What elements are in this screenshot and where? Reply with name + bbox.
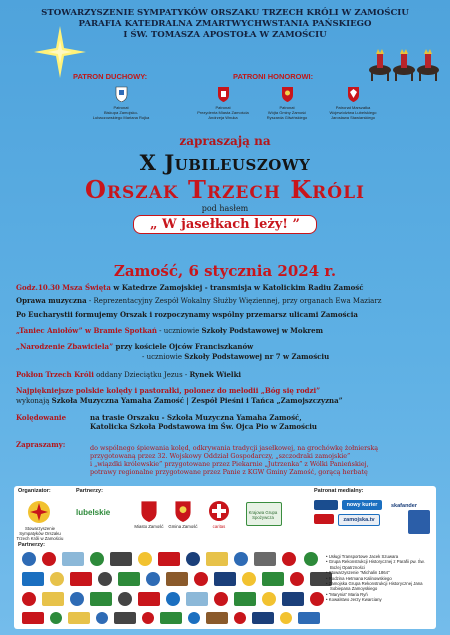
scene-1-text: - uczniowie: [156, 327, 202, 335]
organizer-header: [40, 8, 410, 41]
media-logo-1: [314, 500, 338, 510]
partner-logo-33: [166, 592, 180, 606]
partner-logo-19: [146, 572, 160, 586]
partner-logo-3: [62, 552, 84, 566]
partner-logo-49: [234, 612, 246, 624]
partner-logo-13: [304, 552, 318, 566]
partner-logo-5: [110, 552, 132, 566]
partner-logo-31: [118, 592, 132, 606]
supporter-4: • Rodzina Hetmana Kalinowskiego: [326, 575, 392, 581]
honorary-patron-1-name: Prezydenta Miasta Zamościa Andrzeja Wnuka: [197, 110, 249, 120]
partner-logo-20: [166, 572, 188, 586]
partner-logo-41: [50, 612, 62, 624]
honorary-patron-2-name: Wójta Gminy Zamość Ryszarda Gliwińskiego: [266, 110, 308, 120]
carols-text-1: wykonają: [16, 397, 52, 405]
partner-logo-47: [188, 612, 200, 624]
organizer-logo-icon: [24, 500, 54, 524]
organizer-line-2: PARAFIA KATEDRALNA ZMARTWYCHWSTANIA PAŃSKIEGO: [78, 19, 372, 29]
media-zamojska-tv: zamojska.tv: [338, 514, 380, 526]
supporter-7: • Kowalstwo Jerzy Kwarciany: [326, 597, 382, 603]
scene-1-title: „Taniec Aniołów” w Bramie Spotkań: [16, 326, 157, 335]
partner-logo-32: [138, 592, 160, 606]
media-nowy-kurier: nowy kurier: [342, 500, 382, 510]
partner-logo-40: [22, 612, 44, 624]
partners-2-label: Partnerzy:: [18, 542, 45, 548]
koledowanie-label: Kolędowanie: [16, 413, 67, 422]
march-text: Po Eucharystii formujemy Orszak i rozpoczynamy wspólny przemarsz ulicami Zamościa: [16, 310, 358, 319]
honorary-patron-3-role: Patronat Marszałka: [335, 105, 371, 110]
partner-logo-35: [214, 592, 228, 606]
partner-logo-44: [114, 612, 136, 624]
media-logo-3: [408, 510, 430, 534]
title-line-1: X Jubileuszowy: [139, 150, 311, 175]
partner-caritas: caritas: [212, 524, 226, 529]
partner-logo-36: [234, 592, 256, 606]
spiritual-patron-name: Biskupa Zamojsko-Lubaczowskiego Mariana Rojka: [92, 110, 150, 120]
partners-label: Partnerzy:: [76, 488, 103, 494]
invite-label: Zapraszamy:: [16, 440, 66, 449]
scene-2-text: przy kościele Ojców Franciszkanów: [113, 342, 254, 351]
program-scene-1: [16, 326, 436, 336]
partner-logo-21: [194, 572, 208, 586]
partner-logo-51: [280, 612, 292, 624]
partner-logo-18: [118, 572, 140, 586]
mass-time: Godz.10.30 Msza Święta: [16, 283, 111, 292]
honorary-patron-1-role: Patronat: [215, 105, 231, 110]
homage-text: oddany Dzieciątku Jezus -: [93, 371, 190, 379]
partner-logo-37: [262, 592, 276, 606]
music-label: Oprawa muzyczna: [16, 296, 87, 305]
partner-logo-43: [96, 612, 108, 624]
honorary-patron-2-role: Patronat: [279, 105, 295, 110]
supporter-6: • "Marynia" Maria Ryń: [326, 591, 368, 597]
partner-logo-16: [70, 572, 92, 586]
program-koledowanie: [16, 413, 436, 431]
music-text: - Reprezentacyjny Zespół Wokalny Służby Więziennej, przy organach Ewa Maziarz: [86, 297, 382, 305]
event-date: Zamość, 6 stycznia 2024 r.: [113, 262, 337, 280]
partner-lubelskie: lubelskie: [76, 508, 111, 517]
partner-zamosc-crest-icon: [140, 500, 158, 522]
subtitle: pod hasłem: [201, 204, 249, 213]
partner-logo-23: [242, 572, 256, 586]
invite-line-3: i „wiązdki królewskie” przygotowane przez Piekarnie „Jutrzenka” z Wólki Panieńskiej,: [90, 460, 369, 468]
program-music: [16, 296, 436, 306]
partner-miasto-zamosc: Miasto Zamość: [134, 524, 164, 529]
media-label: Patronat medialny:: [314, 488, 364, 494]
scene-2-title: „Narodzenie Zbawiciela”: [16, 342, 114, 351]
supporter-5: • Zamojska Grupa Rekonstrukcji Historycznej Jana Sobiepana Zamoyskiego: [326, 581, 423, 592]
honorary-patron-3-name: Województwa Lubelskiego Jarosława Stawiarskiego: [329, 110, 377, 120]
carols-title: Najpiękniejsze polskie kolędy i pastorałki, polonez do melodii „Bóg się rodzi”: [16, 386, 321, 395]
scene-2-school: Szkoły Podstawowej nr 7 w Zamościu: [184, 352, 330, 361]
organizer-label: Organizator:: [18, 488, 51, 494]
partner-logo-9: [206, 552, 228, 566]
supporter-1: • Usługi Transportowe Jacek Szuwara: [326, 554, 399, 559]
mass-text: w Katedrze Zamojskiej - transmisja w Katolickim Radiu Zamość: [110, 283, 364, 292]
organizer-name: Stowarzyszenie Sympatyków Orszaku Trzech Króli w Zamościu: [16, 526, 64, 541]
partner-logo-7: [158, 552, 180, 566]
partner-logo-27: [22, 592, 36, 606]
partner-logo-24: [262, 572, 284, 586]
media-logo-2: [314, 514, 334, 524]
partner-logo-42: [68, 612, 90, 624]
partner-logo-6: [138, 552, 152, 566]
partner-logo-50: [252, 612, 274, 624]
partner-logo-52: [298, 612, 320, 624]
program-homage: [16, 370, 436, 380]
zamosc-coat-of-arms-icon: [217, 86, 230, 102]
scene-1-school: Szkoły Podstawowej w Mokrem: [201, 326, 323, 335]
koledowanie-line-1: na trasie Orszaku - Szkoła Muzyczna Yamaha Zamość,: [90, 413, 302, 422]
supporter-3: • Stowarzyszenie "Michalin 1864": [326, 570, 390, 576]
title-line-2: Orszak Trzech Króli: [84, 175, 366, 204]
program-invite: [16, 440, 436, 476]
honorary-patron-1: [195, 86, 251, 120]
partner-logo-46: [160, 612, 182, 624]
partner-logo-34: [186, 592, 208, 606]
partner-logo-45: [142, 612, 154, 624]
koledowanie-line-2: Katolicka Szkoła Podstawowa im Św. Ojca Pio w Zamościu: [90, 422, 317, 431]
title-block: [0, 134, 450, 234]
invite-text: [90, 444, 436, 476]
partner-logo-39: [310, 592, 324, 606]
gmina-zamosc-coat-of-arms-icon: [281, 86, 294, 102]
supporter-2: • Grupa Rekonstrukcji Historycznej z Parafii pw. Św. Bożej Opatrzności: [326, 559, 425, 570]
partner-logo-38: [282, 592, 304, 606]
partner-logo-48: [206, 612, 228, 624]
program-scene-2: [16, 342, 436, 362]
partner-logo-28: [42, 592, 64, 606]
partner-logo-2: [42, 552, 56, 566]
motto-banner: „ W jasełkach leży! ”: [133, 215, 317, 234]
partner-logo-4: [90, 552, 104, 566]
partner-logo-8: [186, 552, 200, 566]
honorary-patron-3: [320, 86, 386, 120]
spiritual-patron-label: PATRON DUCHOWY:: [73, 72, 148, 81]
spiritual-patron: [92, 86, 150, 120]
partner-logo-25: [290, 572, 304, 586]
invite-line-4: potrawy regionalne przygotowane przez Panie z KGW Gminy Zamość, gorącą herbatę: [90, 468, 368, 476]
supporters-list: [326, 554, 428, 603]
homage-place: Rynek Wielki: [189, 370, 242, 379]
scene-2-line-2: - uczniowie: [142, 353, 185, 361]
partner-logo-15: [50, 572, 64, 586]
honorary-patrons-label: PATRONI HONOROWI:: [233, 72, 314, 81]
organizer-line-3: I ŚW. TOMASZA APOSTOŁA W ZAMOŚCIU: [123, 30, 327, 40]
partner-logo-10: [234, 552, 248, 566]
caritas-icon: [208, 500, 230, 522]
partner-logo-11: [254, 552, 276, 566]
partner-gmina-crest-icon: [174, 500, 192, 522]
program-carols: [16, 386, 436, 406]
three-kings-riders-icon: [366, 40, 444, 82]
partner-logo-29: [70, 592, 84, 606]
lubelskie-coat-of-arms-icon: [347, 86, 360, 102]
partner-gmina-zamosc: Gmina Zamość: [168, 524, 198, 529]
honorary-patron-2: [260, 86, 314, 120]
partner-logo-17: [98, 572, 112, 586]
invite-line-1: do wspólnego śpiewania kolęd, odkrywania tradycji jasełkowej, na grochówkę żołnierską: [90, 444, 379, 452]
program-mass: [16, 283, 436, 293]
organizer-line-1: STOWARZYSZENIE SYMPATYKÓW ORSZAKU TRZECH KRÓLI W ZAMOŚCIU: [41, 8, 409, 18]
partner-logo-14: [22, 572, 44, 586]
homage-title: Pokłon Trzech Króli: [16, 370, 94, 379]
invite-line-2: przygotowaną przez 32. Wojskowy Oddział Gospodarczy, „szczodraki zamojskie”: [90, 452, 351, 460]
partner-logo-12: [282, 552, 296, 566]
intro-text: zapraszają na: [179, 134, 271, 148]
partner-logo-30: [90, 592, 112, 606]
partner-kgs: Krajowa Grupa Spożywcza: [248, 510, 278, 520]
partner-logo-22: [214, 572, 236, 586]
bishop-coat-of-arms-icon: [115, 86, 128, 102]
media-skafander: skafander: [391, 503, 417, 509]
spiritual-patron-role: Patronat: [113, 105, 129, 110]
partner-logo-1: [22, 552, 36, 566]
carols-text-2: Szkoła Muzyczna Yamaha Zamość | Zespół Pieśni i Tańca „Zamojszczyzna”: [51, 396, 343, 405]
